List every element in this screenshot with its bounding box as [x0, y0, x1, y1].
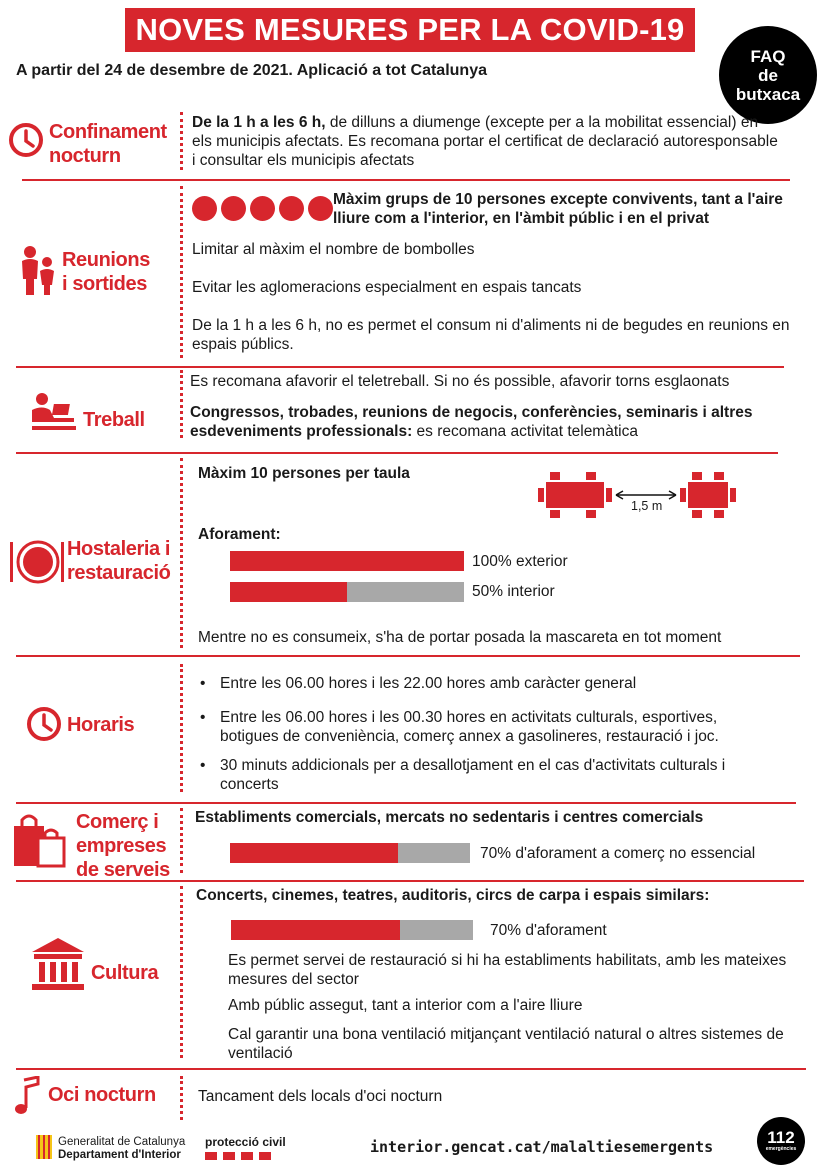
comerc-capacity-label: 70% d'aforament a comerç no essencial: [480, 845, 756, 862]
page-subtitle: A partir del 24 de desembre de 2021. Aplicació a tot Catalunya: [16, 62, 487, 79]
clock-icon: [26, 706, 62, 742]
bullet-icon: •: [200, 709, 206, 726]
comerc-label: [76, 810, 170, 882]
separator: [180, 808, 183, 873]
separator: [180, 112, 183, 170]
horaris-bullet-2: [200, 708, 780, 746]
bullet-icon: •: [200, 757, 206, 774]
separator: [180, 886, 183, 1058]
senyera-icon: [36, 1135, 52, 1159]
badge-112-number: 112: [767, 1128, 795, 1147]
hostaleria-label: [67, 537, 170, 585]
faq-line3: butxaca: [735, 84, 801, 104]
museum-icon: [30, 936, 86, 992]
faq-badge: [719, 26, 817, 124]
gencat-line1: Generalitat de Catalunya: [58, 1136, 186, 1148]
interior-capacity-fill: [230, 582, 347, 602]
gencat-logo: [58, 1136, 185, 1162]
cultura-capacity-fill: [231, 920, 400, 940]
reunions-label: [62, 248, 150, 296]
divider: [16, 452, 778, 454]
confinament-text-bold: De la 1 h a les 6 h,: [192, 114, 326, 131]
cultura-label: Cultura: [91, 962, 159, 984]
comerc-label-3: de serveis: [76, 859, 170, 881]
proteccio-civil-logo: protecció civil: [205, 1135, 286, 1149]
confinament-label-1: Confinament: [49, 121, 167, 143]
separator: [180, 186, 183, 358]
separator: [180, 458, 183, 648]
treball-line2-bold: Congressos, trobades, reunions de negocis, conferències, seminaris i altres esdeveniments professionals:: [190, 404, 753, 440]
proteccio-civil-stripes-icon: [205, 1152, 275, 1160]
separator: [180, 1076, 183, 1120]
hostaleria-max: Màxim 10 persones per taula: [198, 465, 410, 482]
reunions-line2: Evitar les aglomeracions especialment en espais tancats: [192, 279, 582, 296]
clock-icon: [8, 122, 44, 158]
cultura-heading: Concerts, cinemes, teatres, auditoris, circs de carpa i espais similars:: [196, 887, 710, 904]
comerc-label-1: Comerç i: [76, 811, 159, 833]
person-dot-icon: [279, 196, 304, 221]
divider: [16, 802, 796, 804]
exterior-capacity-fill: [230, 551, 464, 571]
gencat-line2: Departament d'Interior: [58, 1149, 181, 1161]
person-dot-icon: [250, 196, 275, 221]
footer-url[interactable]: interior.gencat.cat/malaltiesemergents: [370, 1138, 714, 1156]
exterior-capacity-bar: [230, 551, 464, 571]
horaris-bullet-1: [200, 674, 780, 693]
oci-label: Oci nocturn: [48, 1084, 156, 1106]
reunions-line3: De la 1 h a les 6 h, no es permet el consum ni d'aliments ni de begudes en reunions en espais públics.: [192, 317, 790, 353]
separator: [180, 664, 183, 792]
interior-capacity-bar: [230, 582, 464, 602]
hostaleria-label-2: restauració: [67, 562, 171, 584]
horaris-bullet-1-text: Entre les 06.00 hores i les 22.00 hores amb caràcter general: [220, 675, 637, 692]
divider: [16, 366, 784, 368]
faq-line1: FAQ: [750, 46, 786, 66]
confinament-text-rest: de dilluns a diumenge (excepte per a la mobilitat essencial) en els municipis afectats. Es recomana portar el certificat de declaració autoresponsable i consultar els municipis afectats: [192, 114, 778, 169]
separator: [180, 370, 183, 438]
person-dot-icon: [221, 196, 246, 221]
cultura-line3: Cal garantir una bona ventilació mitjançant ventilació natural o altres sistemes de ventilació: [228, 1026, 784, 1062]
table-distance-icon: [536, 470, 742, 522]
distance-label: 1,5 m: [631, 499, 663, 513]
confinament-text: [192, 113, 782, 170]
group-dots-icon: [192, 196, 337, 226]
hostaleria-mask: Mentre no es consumeix, s'ha de portar posada la mascareta en tot moment: [198, 629, 722, 646]
confinament-label-2: nocturn: [49, 145, 121, 167]
aforament-heading: Aforament:: [198, 526, 281, 543]
cultura-line1: Es permet servei de restauració si hi ha establiments habilitats, amb les mateixes mesures del sector: [228, 952, 787, 988]
plate-cutlery-icon: [8, 538, 64, 584]
badge-112-subtext: emergències: [765, 1146, 797, 1152]
page-title: NOVES MESURES PER LA COVID-19: [125, 8, 695, 52]
reunions-label-1: Reunions: [62, 249, 150, 271]
reunions-groups: Màxim grups de 10 persones excepte convivents, tant a l'aire lliure com a l'interior, en l'àmbit públic i en el privat: [333, 191, 783, 227]
treball-line2-rest: es recomana activitat telemàtica: [412, 423, 638, 440]
music-note-icon: [14, 1076, 42, 1116]
exterior-capacity-label: 100% exterior: [472, 553, 568, 570]
comerc-heading: Establiments comercials, mercats no sedentaris i centres comercials: [195, 809, 704, 826]
horaris-bullet-2-text: Entre les 06.00 hores i les 00.30 hores en activitats culturals, esportives, botigues de conveniència, comerç annex a gasolineres, restauració i joc.: [220, 709, 719, 745]
bullet-icon: •: [200, 675, 206, 692]
reunions-line1: Limitar al màxim el nombre de bombolles: [192, 241, 475, 258]
comerc-capacity-bar: [230, 843, 470, 863]
family-icon: [20, 245, 58, 297]
treball-label: Treball: [83, 409, 145, 431]
oci-text: Tancament dels locals d'oci nocturn: [198, 1088, 443, 1105]
confinament-label: [49, 120, 167, 168]
cultura-capacity-bar: [231, 920, 473, 940]
treball-line1: Es recomana afavorir el teletreball. Si no és possible, afavorir torns esglaonats: [190, 373, 730, 390]
shopping-bags-icon: [12, 812, 68, 868]
person-dot-icon: [308, 196, 333, 221]
hostaleria-label-1: Hostaleria i: [67, 538, 171, 560]
divider: [22, 179, 790, 181]
horaris-label: Horaris: [67, 714, 135, 736]
comerc-capacity-fill: [230, 843, 398, 863]
treball-line2: [190, 403, 790, 441]
emergency-112-badge: [757, 1117, 805, 1165]
interior-capacity-label: 50% interior: [472, 583, 555, 600]
person-dot-icon: [192, 196, 217, 221]
divider: [16, 1068, 806, 1070]
comerc-label-2: empreses: [76, 835, 167, 857]
worker-icon: [30, 392, 78, 432]
horaris-bullet-3-text: 30 minuts addicionals per a desallotjament en el cas d'activitats culturals i concerts: [220, 757, 726, 793]
cultura-line2: Amb públic assegut, tant a interior com a l'aire lliure: [228, 997, 583, 1014]
faq-line2: de: [758, 65, 778, 85]
cultura-capacity-label: 70% d'aforament: [490, 922, 607, 939]
horaris-bullet-3: [200, 756, 780, 794]
reunions-label-2: i sortides: [62, 273, 147, 295]
divider: [16, 655, 800, 657]
